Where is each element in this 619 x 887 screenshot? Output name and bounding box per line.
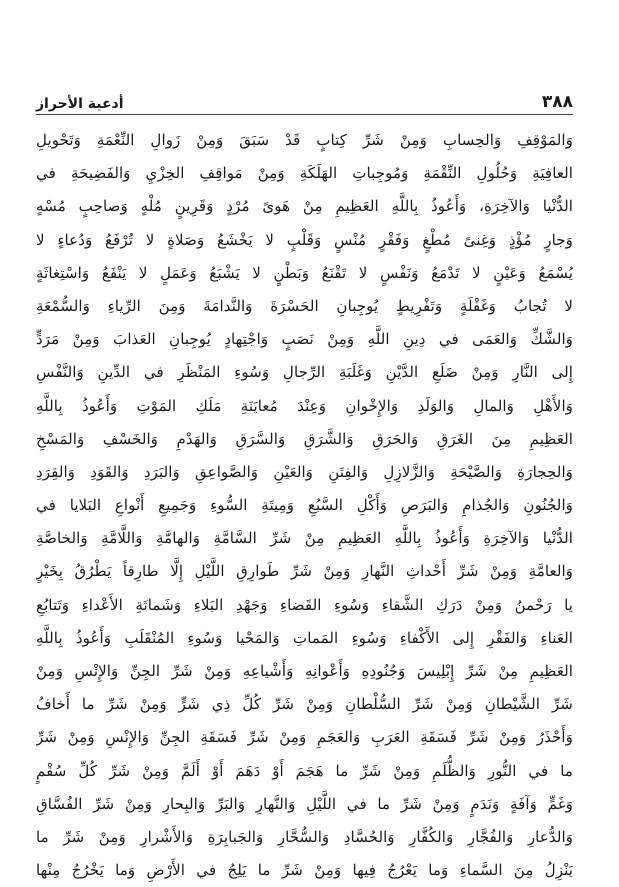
text-line: ما في النُّورِ وَالظُّلَمِ وَمِنْ شَرِّ ما هَجَمَ أَوْ دَهَمَ أَوْ أَلَمَّ وَمِنْ شَرِّ كُلِّ سُقْمٍ — [36, 761, 573, 780]
text-line: الدُّنْيا وَالآخِرَةِ، وَأَعُوذُ بِاللَّهِ العَظِيمِ مِنْ هَوىً مُرْدٍ وَقَرِينٍ مُلْهٍ وَصاحِبٍ مُسْهٍ — [36, 197, 573, 216]
text-line: وَالعامَّةِ وَمِنْ شَرِّ أَحْداثِ النَّهارِ وَمِنْ شَرِّ طَوارِقِ اللَّيْلِ إِلَّا طارِقاً يَطْرُقُ بِخَيْرٍ — [36, 562, 573, 581]
text-line: إِلى النَّارِ وَمِنْ ضَلَعِ الدَّيْنِ وَغَلَبَةِ الرِّجالِ وَسُوءِ المَنْظَرِ في الدِّينِ وَالنَّفْسِ — [36, 363, 573, 382]
text-line: الدُّنْيا وَالآخِرَةِ وَأَعُوذُ بِاللَّهِ العَظِيمِ مِنْ شَرِّ السَّامَّةِ وَالهامَّةِ وَاللَّامَّةِ وَالخاصَّةِ — [36, 529, 573, 548]
text-line: وَالشَّكِّ وَالعَمَى في دِينِ اللَّهِ وَمِنْ نَصَبٍ وَاجْتِهادٍ يُوجِبانِ العَذابَ وَمِنْ مَرَدٍّ — [36, 330, 573, 349]
text-line: وَأَحْذَرُ وَمِنْ شَرِّ فَسَقَةِ العَرَبِ وَالعَجَمِ وَمِنْ شَرِّ فَسَقَةِ الجِنِّ وَالإِنْسِ وَمِنْ شَرِّ — [36, 728, 573, 747]
text-line: يَنْزِلُ مِنَ السَّماءِ وَما يَعْرُجُ فِيها وَمِنْ شَرِّ ما يَلِجُ في الأَرْضِ وَما يَخْرُجُ مِنْها — [36, 861, 573, 880]
body-text — [36, 124, 573, 887]
text-line: وَالحِجارَةِ وَالصَّيْحَةِ وَالزَّلازِلِ وَالفِتَنِ وَالعَيْنِ وَالصَّواعِقِ وَالبَرَدِ وَالقَوَدِ وَالقِرَدِ — [36, 462, 573, 481]
text-line: يا رَحْمنُ وَمِنْ دَرَكِ الشَّقاءِ وَسُوءِ القَضاءِ وَجَهْدِ البَلاءِ وَشَماتَةِ الأَعْداءِ وَتَتابُعِ — [36, 595, 573, 614]
text-line: يُسْمَعُ وَعَيْنٍ لا تَدْمَعُ وَنَفْسٍ لا تَقْنَعُ وَبَطْنٍ لا يَشْبَعُ وَعَمَلٍ لا يَنْفَعُ وَاسْتِغاثَةٍ — [36, 263, 573, 282]
text-line: وَالأَهْلِ وَالمالِ وَالوَلَدِ وَالإِخْوانِ وَعِنْدَ مُعايَنَةِ مَلَكِ المَوْتِ وَأَعُوذُ بِاللَّهِ — [36, 396, 573, 415]
text-line: لا تُجابُ وَغَفْلَةٍ وَتَفْرِيطٍ يُوجِبانِ الحَسْرَةَ وَالنَّدامَةَ وَمِنَ الرِّياءِ وَالسُّمْعَةِ — [36, 296, 573, 315]
text-line: العَظِيمِ مِنَ الغَرَقِ وَالحَرَقِ وَالشَّرَقِ وَالسَّرَقِ وَالهَدْمِ وَالخَسْفِ وَالمَسْخِ — [36, 429, 573, 448]
text-line: وَجارٍ مُؤْذٍ وَغِنىً مُطْغٍ وَفَقْرٍ مُنْسٍ وَقَلْبٍ لا يَخْشَعُ وَصَلاةٍ لا تُرْفَعُ وَدُعاءٍ لا — [36, 230, 573, 249]
text-line: شَرِّ الشَّيْطانِ وَمِنْ شَرِّ السُّلْطانِ وَمِنْ شَرِّ كُلِّ ذِي شَرٍّ وَمِنْ شَرِّ ما أَخافُ — [36, 695, 573, 714]
text-line: وَالدُّعارِ وَالفُجَّارِ وَالكُفَّارِ وَالحُسَّادِ وَالسُّحَّارِ وَالجَبابِرَةِ وَالأَشْرارِ وَمِنْ شَرِّ ما — [36, 827, 573, 846]
text-line: وَالجُنُونِ وَالجُذامِ وَالبَرَصِ وَأَكْلِ السَّبُعِ وَمِيتَةِ السُّوءِ وَجَمِيعِ أَنْواعِ البَلايا في — [36, 496, 573, 515]
text-line: العَناءِ وَالفَقْرِ إِلى الأَكْفاءِ وَسُوءِ المَماتِ وَالمَحْيا وَسُوءِ المُنْقَلَبِ وَأَعُوذُ بِاللَّهِ — [36, 628, 573, 647]
text-line: وَالمَوْقِفِ وَالحِسابِ وَمِنْ شَرِّ كِتابٍ قَدْ سَبَقَ وَمِنْ زَوالِ النِّعْمَةِ وَتَحْويلِ — [36, 131, 573, 149]
text-line: العَظِيمِ مِنْ شَرِّ إِبْلِيسَ وَجُنُودِهِ وَأَعْوانِهِ وَأَشْياعِهِ وَمِنْ شَرِّ الجِنِّ وَالإِنْسِ وَمِنْ — [36, 662, 573, 680]
text-line: وَغَمٍّ وَآفَةٍ وَنَدَمٍ وَمِنْ شَرِّ ما في اللَّيْلِ وَالنَّهارِ وَالبَرِّ وَالبِحارِ وَمِنْ شَرِّ الفُسَّاقِ — [36, 794, 573, 813]
page-header — [36, 84, 573, 115]
page-number: ٣٨٨ — [541, 92, 573, 112]
text-line: العافِيَةِ وَحُلُولِ النِّقْمَةِ وَمُوجِباتِ الهَلَكَةِ وَمِنْ مَواقِفِ الخِزْيِ وَالفَضِيحَةِ في — [36, 164, 573, 183]
running-title: أدعية الأحراز — [36, 96, 124, 112]
